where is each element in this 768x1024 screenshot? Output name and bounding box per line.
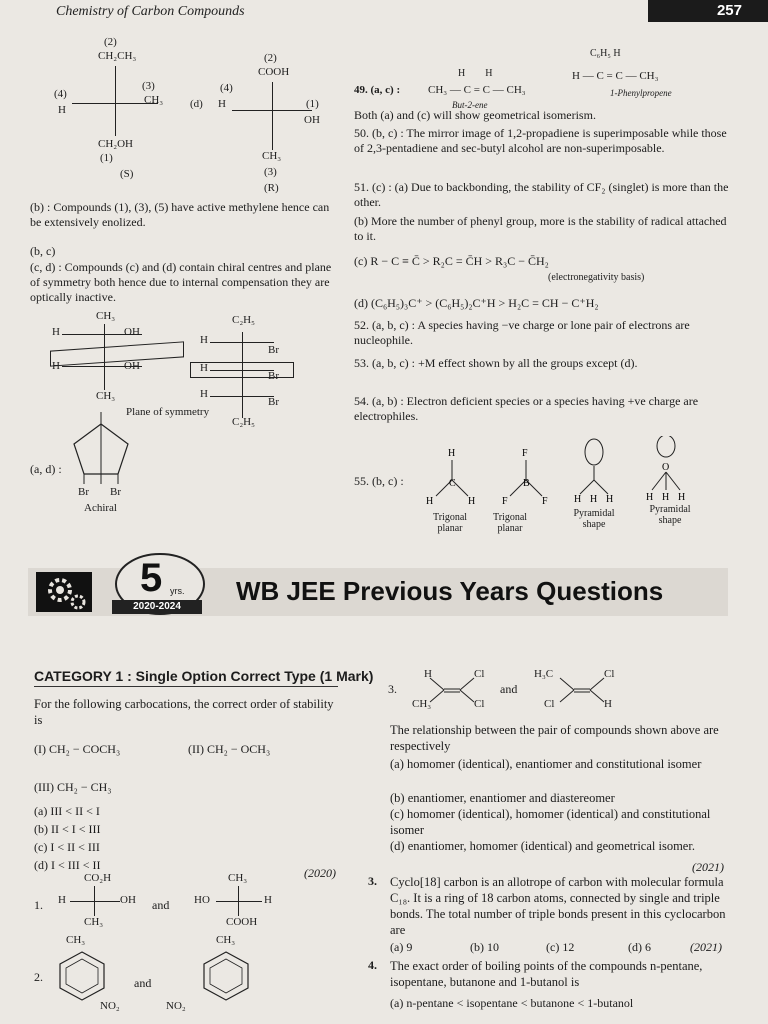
svg-text:F: F bbox=[502, 496, 508, 507]
q49-but2ene: CH₃ — C = C — CH₃ bbox=[428, 84, 526, 96]
q1-stem: For the following carbocations, the correct order of stability is bbox=[34, 697, 334, 727]
q4-text: The exact order of boiling points of the compounds n-pentane, isopentane, butanone and 1-butanol is bbox=[390, 959, 703, 989]
f2-left2: H bbox=[200, 362, 208, 374]
q1-option-d: (d) I < III < II bbox=[34, 858, 101, 872]
q3-and: and bbox=[500, 682, 518, 696]
r-left-num: (4) bbox=[220, 82, 233, 94]
alk1-ch3: CH₃ bbox=[412, 698, 432, 710]
running-title: Chemistry of Carbon Compounds bbox=[56, 4, 245, 19]
shape-label-1: Trigonal planar bbox=[432, 512, 468, 534]
category-underline bbox=[34, 686, 338, 687]
q3-option-a: (a) homomer (identical), enantiomer and constitutional isomer bbox=[390, 757, 702, 771]
q51b-answer: (b) More the number of phenyl group, more is the stability of radical attached to it. bbox=[354, 214, 727, 243]
q1f-a-top: CO₂H bbox=[84, 872, 112, 884]
q51-answer: 51. (c) : (a) Due to backbonding, the stability of CF₂ (singlet) is more than the other. bbox=[354, 180, 729, 209]
s-bottom-group: CH₂OH bbox=[98, 138, 134, 150]
s-top-group: CH₂CH₃ bbox=[98, 50, 137, 62]
q2-ring2-ch3: CH₃ bbox=[216, 934, 236, 946]
q49-prefix: 49. (a, c) : bbox=[354, 84, 401, 96]
s-top-num: (2) bbox=[104, 36, 117, 48]
fischer-pair-b bbox=[194, 872, 284, 932]
r-right-num: (1) bbox=[306, 98, 319, 110]
svg-text:H: H bbox=[646, 492, 654, 503]
shape-label-3: Pyramidal shape bbox=[573, 508, 615, 530]
fischer-pair-a bbox=[58, 872, 148, 932]
f2-right3: Br bbox=[268, 396, 279, 408]
r-top-group: COOH bbox=[258, 66, 290, 78]
shape-label-4: Pyramidal shape bbox=[649, 504, 691, 526]
section-title: WB JEE Previous Years Questions bbox=[236, 576, 664, 606]
br-left: Br bbox=[78, 486, 89, 498]
svg-text:C: C bbox=[449, 478, 456, 489]
q3-year: (2021) bbox=[692, 860, 724, 874]
alk2-h: H bbox=[604, 698, 612, 710]
q1f-num: 1. bbox=[34, 898, 43, 912]
q49-h-top-1: H H bbox=[458, 68, 493, 79]
years-range: 2020-2024 bbox=[112, 600, 202, 614]
r-bottom-num: (3) bbox=[264, 166, 277, 178]
f2-top: C₂H₅ bbox=[232, 314, 255, 326]
q2-ring1-no2: NO₂ bbox=[100, 1000, 120, 1012]
f2-bottom: C₂H₅ bbox=[232, 416, 255, 428]
q1-option-b: (b) II < I < III bbox=[34, 822, 101, 836]
q1-cation-i: (I) CH₂ − COCH₃ bbox=[34, 742, 121, 756]
r-config: (R) bbox=[264, 182, 279, 194]
br-right: Br bbox=[110, 486, 121, 498]
benzene-ring-1 bbox=[54, 948, 110, 1004]
svg-text:H: H bbox=[574, 494, 582, 505]
q50-answer: 50. (b, c) : The mirror image of 1,2-propadiene is superimposable while those of 2,3-pentadiene and sec-butyl alcohol are non-superimposable. bbox=[354, 126, 727, 155]
q2-ring1-ch3: CH₃ bbox=[66, 934, 86, 946]
q3-option-c: (c) homomer (identical), homomer (identical) and constitutional isomer bbox=[390, 807, 711, 837]
q3b-option-a: (a) 9 bbox=[390, 940, 413, 954]
q2-and: and bbox=[134, 976, 152, 990]
q2-ring2-no2: NO₂ bbox=[166, 1000, 186, 1012]
f2-left3: H bbox=[200, 388, 208, 400]
f1-left2: H bbox=[52, 360, 60, 372]
q1-year: (2020) bbox=[304, 866, 336, 880]
answer-b-enolized: (b) : Compounds (1), (3), (5) have active methylene hence can be extensively enolized. bbox=[30, 200, 330, 229]
q51c-answer: (c) R − C ≡ C̄ > R₂C = C̄H > R₃C − C̄H₂ bbox=[354, 254, 549, 268]
q2-num: 2. bbox=[34, 970, 43, 984]
f2-left1: H bbox=[200, 334, 208, 346]
cyclopentane-dibromide bbox=[66, 412, 136, 492]
f1-top: CH₃ bbox=[96, 310, 116, 322]
r-configuration-structure bbox=[190, 52, 340, 202]
svg-text:F: F bbox=[522, 448, 528, 459]
category-title: CATEGORY 1 : Single Option Correct Type (1 Mark) bbox=[34, 668, 374, 684]
r-bottom-group: CH₃ bbox=[262, 150, 282, 162]
q3b-option-d: (d) 6 bbox=[628, 940, 651, 954]
svg-text:H: H bbox=[678, 492, 686, 503]
page-number: 257 bbox=[716, 2, 742, 19]
answer-ad: (a, d) : bbox=[30, 462, 62, 476]
q1f-b-top: CH₃ bbox=[228, 872, 248, 884]
plane-of-symmetry-label: Plane of symmetry bbox=[126, 406, 210, 418]
q49-phenylpropene: H — C = C — CH₃ bbox=[572, 70, 659, 82]
q1f-a-left: H bbox=[58, 894, 66, 906]
q4-num: 4. bbox=[368, 958, 377, 972]
svg-text:H: H bbox=[426, 496, 434, 507]
shape-label-2: Trigonal planar bbox=[492, 512, 528, 534]
f1-right1: OH bbox=[124, 326, 140, 338]
years-unit: yrs. bbox=[170, 586, 185, 596]
alk1-cl2: Cl bbox=[474, 698, 485, 710]
q1-option-a: (a) III < II < I bbox=[34, 804, 100, 818]
achiral-label: Achiral bbox=[84, 502, 117, 514]
gear-icon bbox=[36, 572, 92, 612]
years-number: 5 bbox=[140, 556, 163, 600]
q3-option-b: (b) enantiomer, enantiomer and diastereomer bbox=[390, 791, 615, 805]
alk2-cl2: Cl bbox=[544, 698, 555, 710]
q49-top2: C₆H₅ H bbox=[590, 48, 621, 59]
svg-text:F: F bbox=[542, 496, 548, 507]
q1-cation-iii: (III) CH₂ − CH₃ bbox=[34, 780, 112, 794]
q3b-year: (2021) bbox=[690, 940, 722, 954]
plane-box bbox=[190, 362, 294, 378]
s-config: (S) bbox=[120, 168, 134, 180]
alk1-h: H bbox=[424, 668, 432, 680]
q52-answer: 52. (a, b, c) : A species having −ve charge or lone pair of electrons are nucleophile. bbox=[354, 318, 690, 347]
f1-right2: OH bbox=[124, 360, 140, 372]
f2-right1: Br bbox=[268, 344, 279, 356]
r-top-num: (2) bbox=[264, 52, 277, 64]
s-configuration-structure bbox=[54, 36, 190, 186]
q49-text: Both (a) and (c) will show geometrical isomerism. bbox=[354, 108, 596, 122]
alk1-cl1: Cl bbox=[474, 668, 485, 680]
q1f-a-bottom: CH₃ bbox=[84, 916, 104, 928]
svg-text:H: H bbox=[606, 494, 614, 505]
page-number-box bbox=[648, 0, 768, 22]
svg-text:H: H bbox=[468, 496, 476, 507]
q1-cation-ii: (II) CH₂ − OCH₃ bbox=[188, 742, 271, 756]
alk2-h3c: H₃C bbox=[534, 668, 554, 680]
benzene-ring-2 bbox=[198, 948, 254, 1004]
q49-name2: 1-Phenylpropene bbox=[610, 88, 672, 98]
r-tag: (d) bbox=[190, 98, 203, 110]
s-right-num: (3) bbox=[142, 80, 155, 92]
section-banner bbox=[0, 552, 768, 632]
svg-text:H: H bbox=[662, 492, 670, 503]
s-bottom-num: (1) bbox=[100, 152, 113, 164]
q1-option-c: (c) I < II < III bbox=[34, 840, 100, 854]
svg-text:O: O bbox=[662, 462, 670, 473]
q3-text: The relationship between the pair of compounds shown above are respectively bbox=[390, 723, 719, 753]
q3-num: 3. bbox=[388, 682, 397, 696]
q55-answer: 55. (b, c) : bbox=[354, 474, 404, 488]
s-left-num: (4) bbox=[54, 88, 67, 100]
q54-answer: 54. (a, b) : Electron deficient species or a species having +ve charge are electrophiles. bbox=[354, 394, 699, 423]
answer-bc: (b, c) bbox=[30, 244, 56, 258]
q3b-text: Cyclo[18] carbon is an allotrope of carbon with molecular formula C₁₈. It is a ring of 18 carbon atoms, connected by single and triple bonds. The total number of triple bonds present in this cyclocarbon are bbox=[390, 875, 726, 937]
r-left-group: H bbox=[218, 98, 226, 110]
alk2-cl1: Cl bbox=[604, 668, 615, 680]
f1-left1: H bbox=[52, 326, 60, 338]
svg-text:H: H bbox=[590, 494, 598, 505]
q1f-and: and bbox=[152, 898, 170, 912]
q51d-answer: (d) (C₆H₅)₃C⁺ > (C₆H₅)₂C⁺H > H₂C = CH − C⁺H₂ bbox=[354, 296, 599, 310]
f2-right2: Br bbox=[268, 370, 279, 382]
svg-text:H: H bbox=[448, 448, 456, 459]
q3b-option-b: (b) 10 bbox=[470, 940, 499, 954]
q4-option-a: (a) n-pentane < isopentane < butanone < 1-butanol bbox=[390, 996, 634, 1010]
q1f-b-right: H bbox=[264, 894, 272, 906]
answer-cd-chiral: (c, d) : Compounds (c) and (d) contain chiral centres and plane of symmetry both hence due to internal compensation they are optically inactive. bbox=[30, 260, 332, 304]
q1f-b-bottom: COOH bbox=[226, 916, 258, 928]
q53-answer: 53. (a, b, c) : +M effect shown by all the groups except (d). bbox=[354, 356, 638, 370]
q51c-note: (electronegativity basis) bbox=[548, 272, 645, 283]
q1f-a-right: OH bbox=[120, 894, 136, 906]
f1-bottom: CH₃ bbox=[96, 390, 116, 402]
q1f-b-left: HO bbox=[194, 894, 210, 906]
q3b-num: 3. bbox=[368, 874, 377, 888]
s-right-group: CH₃ bbox=[144, 94, 164, 106]
q3b-option-c: (c) 12 bbox=[546, 940, 575, 954]
s-left-group: H bbox=[58, 104, 66, 116]
q3-option-d: (d) enantiomer, homomer (identical) and geometrical isomer. bbox=[390, 839, 695, 853]
q49-name1: But-2-ene bbox=[452, 100, 488, 110]
svg-text:B: B bbox=[523, 478, 530, 489]
r-right-group: OH bbox=[304, 114, 320, 126]
